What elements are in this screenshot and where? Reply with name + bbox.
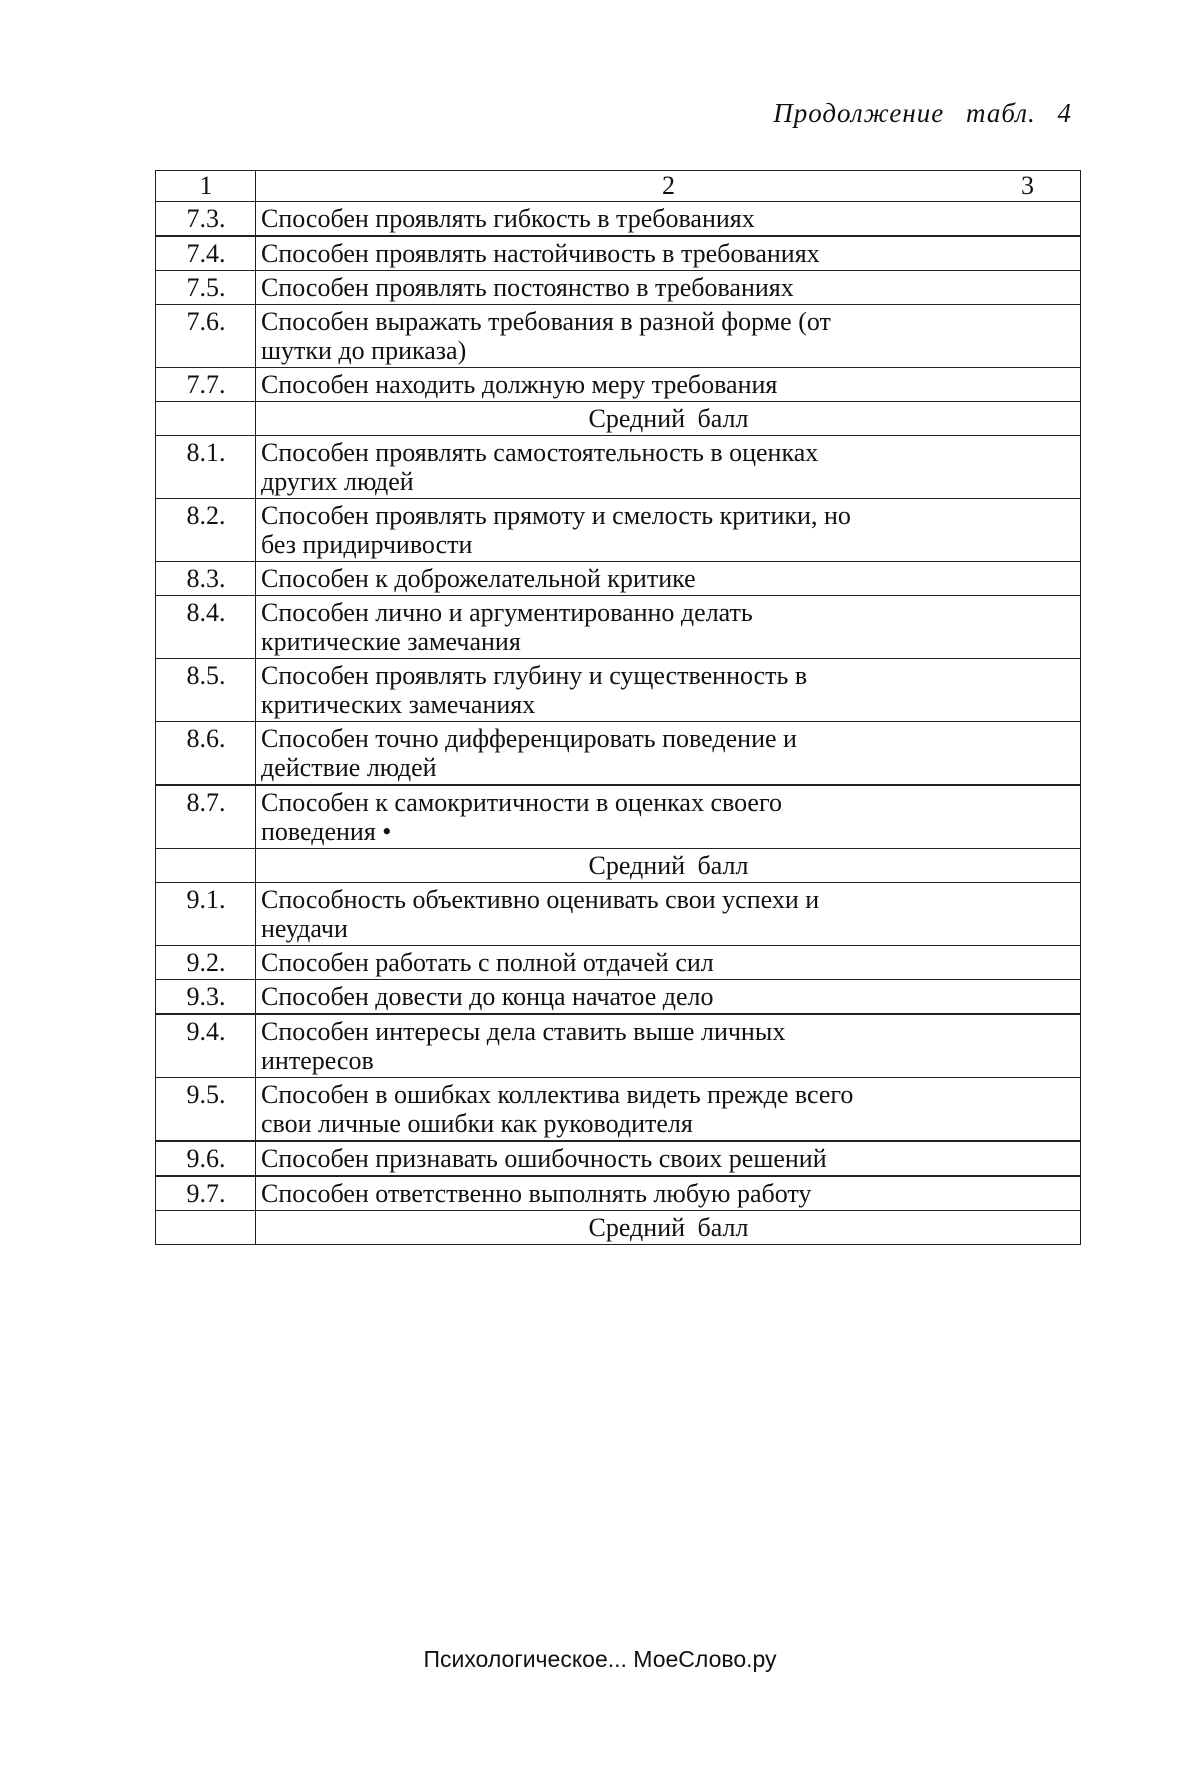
row-number: 8.2.	[156, 499, 256, 562]
table-row	[156, 236, 1081, 271]
assessment-table	[155, 170, 1081, 1245]
table-row	[156, 980, 1081, 1015]
row-number: 9.1.	[156, 883, 256, 946]
table-row	[156, 499, 1081, 562]
row-number: 9.6.	[156, 1141, 256, 1176]
row-description: Способен проявлять настойчивость в требованиях	[256, 236, 1081, 271]
table-row	[156, 271, 1081, 305]
table-row	[156, 368, 1081, 402]
row-number: 8.5.	[156, 659, 256, 722]
average-empty-cell	[156, 402, 256, 436]
table-row	[156, 436, 1081, 499]
row-description: Способен находить должную меру требования	[256, 368, 1081, 402]
row-description: Способен проявлять постоянство в требованиях	[256, 271, 1081, 305]
table-row	[156, 1176, 1081, 1211]
row-description: Способен интересы дела ставить выше личных интересов	[256, 1014, 1081, 1078]
row-description: Способен выражать требования в разной форме (от шутки до приказа)	[256, 305, 1081, 368]
row-description: Способность объективно оценивать свои успехи и неудачи	[256, 883, 1081, 946]
average-score-label: Средний балл	[256, 849, 1081, 883]
row-number: 9.7.	[156, 1176, 256, 1211]
table-row	[156, 1014, 1081, 1078]
row-description: Способен в ошибках коллектива видеть прежде всего свои личные ошибки как руководителя	[256, 1078, 1081, 1142]
header-col-1: 1	[156, 171, 256, 202]
row-number: 8.6.	[156, 722, 256, 786]
row-description: Способен проявлять глубину и существенность в критических замечаниях	[256, 659, 1081, 722]
row-number: 7.6.	[156, 305, 256, 368]
table-row	[156, 1141, 1081, 1176]
table-row	[156, 785, 1081, 849]
row-number: 9.3.	[156, 980, 256, 1015]
row-description: Способен ответственно выполнять любую работу	[256, 1176, 1081, 1211]
table-row	[156, 305, 1081, 368]
row-number: 8.3.	[156, 562, 256, 596]
table-row	[156, 562, 1081, 596]
row-description: Способен довести до конца начатое дело	[256, 980, 1081, 1015]
row-number: 9.2.	[156, 946, 256, 980]
header-col-3: 3	[1021, 171, 1034, 200]
average-score-row	[156, 402, 1081, 436]
header-col-2: 2	[662, 171, 675, 200]
row-number: 8.4.	[156, 596, 256, 659]
average-score-row	[156, 849, 1081, 883]
row-description: Способен проявлять самостоятельность в оценках других людей	[256, 436, 1081, 499]
table-row	[156, 946, 1081, 980]
row-description: Способен проявлять прямоту и смелость критики, но без придирчивости	[256, 499, 1081, 562]
row-description: Способен точно дифференцировать поведение и действие людей	[256, 722, 1081, 786]
average-score-label: Средний балл	[256, 402, 1081, 436]
table-row	[156, 596, 1081, 659]
row-description: Способен работать с полной отдачей сил	[256, 946, 1081, 980]
row-number: 7.7.	[156, 368, 256, 402]
table-caption: Продолжение табл. 4	[773, 98, 1072, 128]
row-number: 9.4.	[156, 1014, 256, 1078]
average-score-label: Средний балл	[256, 1211, 1081, 1245]
average-score-row	[156, 1211, 1081, 1245]
table-body	[156, 171, 1081, 1245]
average-empty-cell	[156, 1211, 256, 1245]
header-col-2-3	[256, 171, 1081, 202]
table-row	[156, 883, 1081, 946]
row-number: 7.5.	[156, 271, 256, 305]
table-header-row	[156, 171, 1081, 202]
row-description: Способен признавать ошибочность своих решений	[256, 1141, 1081, 1176]
table-row	[156, 722, 1081, 786]
table-row	[156, 1078, 1081, 1142]
table-row	[156, 202, 1081, 237]
row-number: 9.5.	[156, 1078, 256, 1142]
average-empty-cell	[156, 849, 256, 883]
row-description: Способен лично и аргументированно делать критические замечания	[256, 596, 1081, 659]
row-number: 8.1.	[156, 436, 256, 499]
table-row	[156, 659, 1081, 722]
row-number: 8.7.	[156, 785, 256, 849]
page-footer: Психологическое... МоеСлово.ру	[423, 1646, 777, 1672]
row-number: 7.3.	[156, 202, 256, 237]
row-description: Способен проявлять гибкость в требованиях	[256, 202, 1081, 237]
row-number: 7.4.	[156, 236, 256, 271]
row-description: Способен к самокритичности в оценках своего поведения •	[256, 785, 1081, 849]
row-description: Способен к доброжелательной критике	[256, 562, 1081, 596]
